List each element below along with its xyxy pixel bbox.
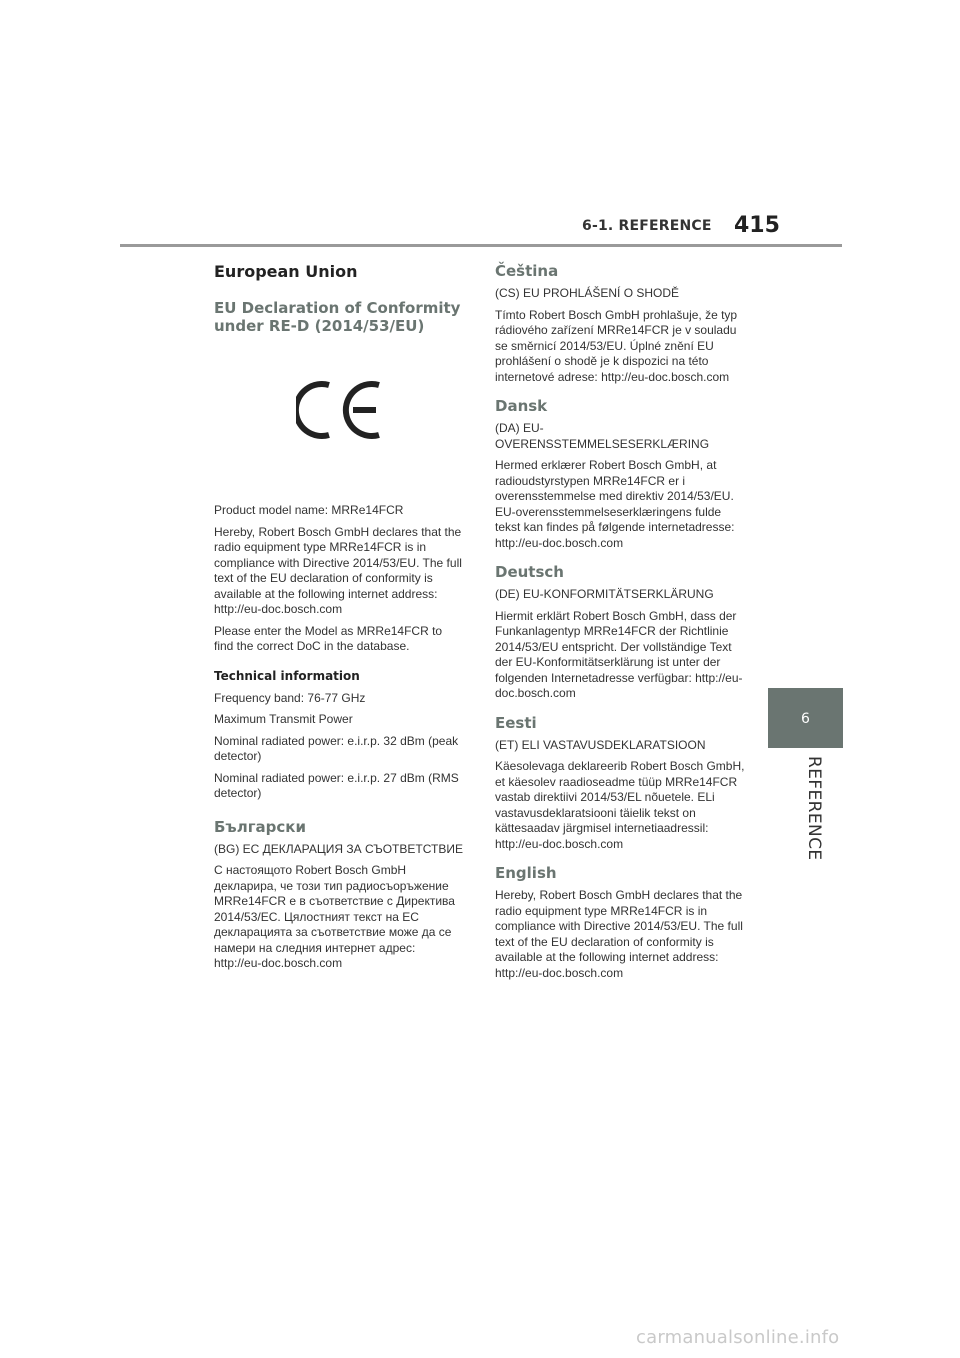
lang-text-bg: С настоящото Robert Bosch GmbH декларира, че този тип радиосъоръжение MRRe14FCR е в съответствие с Директива 2014/53/ЕС. Цялостният текст на ЕС декларацията за съответствие може да се намери на следния интернет адрес: http://eu-doc.bosch.com: [214, 863, 455, 970]
chapter-tab-label: REFERENCE: [804, 756, 824, 861]
ce-mark-icon: [296, 379, 382, 441]
header-divider: [120, 244, 842, 247]
lang-section-et: [495, 714, 745, 853]
ce-mark: [214, 379, 464, 489]
lang-text-cs: Tímto Robert Bosch GmbH prohlašuje, že typ rádiového zařízení MRRe14FCR je v souladu se směrnicí 2014/53/EU. Úplné znění EU prohlášení o shodě je k dispozici na této internetové adrese: http://eu-doc.bosch.com: [495, 307, 738, 384]
lang-section-da: [495, 397, 745, 551]
right-column: [495, 262, 745, 993]
lang-title-cs: Čeština: [495, 262, 559, 280]
lang-code-de: (DE) EU-KONFORMITÄTSERKLÄRUNG: [495, 587, 714, 601]
lang-code-bg: (BG) ЕС ДЕКЛАРАЦИЯ ЗА СЪОТВЕТСТВИЕ: [214, 841, 463, 856]
lang-text-de: Hiermit erklärt Robert Bosch GmbH, dass der Funkanlagentyp MRRe14FCR der Richtlinie 2014/53/EU entspricht. Der vollständige Text der EU-Konformitätserklärung ist unter der folgenden Internetadresse verfügbar: http://eu-doc.bosch.com: [495, 608, 743, 700]
running-header-section: 6-1. REFERENCE: [582, 218, 712, 234]
lang-title-et: Eesti: [495, 713, 537, 732]
chapter-tab[interactable]: 6: [768, 688, 843, 748]
watermark: carmanualsonline.info: [636, 1327, 840, 1348]
lang-code-da: (DA) EU-OVERENSSTEMMELSESERKLÆRING: [495, 421, 710, 451]
lang-code-cs: (CS) EU PROHLÁŠENÍ O SHODĚ: [495, 286, 680, 300]
lang-title-bg: Български: [214, 817, 306, 836]
model-instruction: Please enter the Model as MRRe14FCR to find the correct DoC in the database.: [214, 623, 443, 653]
lang-section-en: [495, 864, 745, 981]
lang-title-de: Deutsch: [495, 563, 564, 581]
left-column: [214, 262, 464, 978]
radiated-power-peak: Nominal radiated power: e.i.r.p. 32 dBm (peak detector): [214, 733, 459, 763]
lang-title-da: Dansk: [495, 397, 548, 415]
page-number: 415: [734, 213, 780, 238]
lang-section-de: [495, 563, 745, 702]
lang-title-en: English: [495, 864, 557, 882]
declaration-text: Hereby, Robert Bosch GmbH declares that the radio equipment type MRRe14FCR is in compliance with Directive 2014/53/EU. The full text of the EU declaration of conformity is available at the following internet address: http://eu-doc.bosch.com: [214, 524, 462, 616]
lang-code-et: (ET) ELI VASTAVUSDEKLARATSIOON: [495, 737, 706, 752]
frequency-band: Frequency band: 76-77 GHz: [214, 690, 366, 705]
max-transmit-power: Maximum Transmit Power: [214, 712, 353, 726]
product-model: Product model name: MRRe14FCR: [214, 503, 404, 517]
lang-section-cs: [495, 262, 745, 385]
declaration-heading: EU Declaration of Conformity under RE-D (2014/53/EU): [214, 299, 461, 335]
lang-text-en: Hereby, Robert Bosch GmbH declares that the radio equipment type MRRe14FCR is in compliance with Directive 2014/53/EU. The full text of the EU declaration of conformity is available at the following internet address: http://eu-doc.bosch.com: [495, 888, 743, 980]
lang-text-et: Käesolevaga deklareerib Robert Bosch GmbH, et käesolev raadioseadme tüüp MRRe14FCR vastab direktiivi 2014/53/EL nõuetele. ELi vastavusdeklaratsiooni täielik tekst on kättesaadav järgmisel internetiaadressil: http://eu-doc.bosch.com: [495, 759, 745, 851]
technical-heading: Technical information: [214, 668, 360, 683]
page-title: European Union: [214, 262, 358, 281]
lang-text-da: Hermed erklærer Robert Bosch GmbH, at radioudstyrstypen MRRe14FCR er i overensstemmelse med direktiv 2014/53/EU. EU-overensstemmelseserklæringens fulde tekst kan findes på følgende internetadresse: http://eu-doc.bosch.com: [495, 458, 735, 550]
radiated-power-rms: Nominal radiated power: e.i.r.p. 27 dBm (RMS detector): [214, 770, 459, 800]
